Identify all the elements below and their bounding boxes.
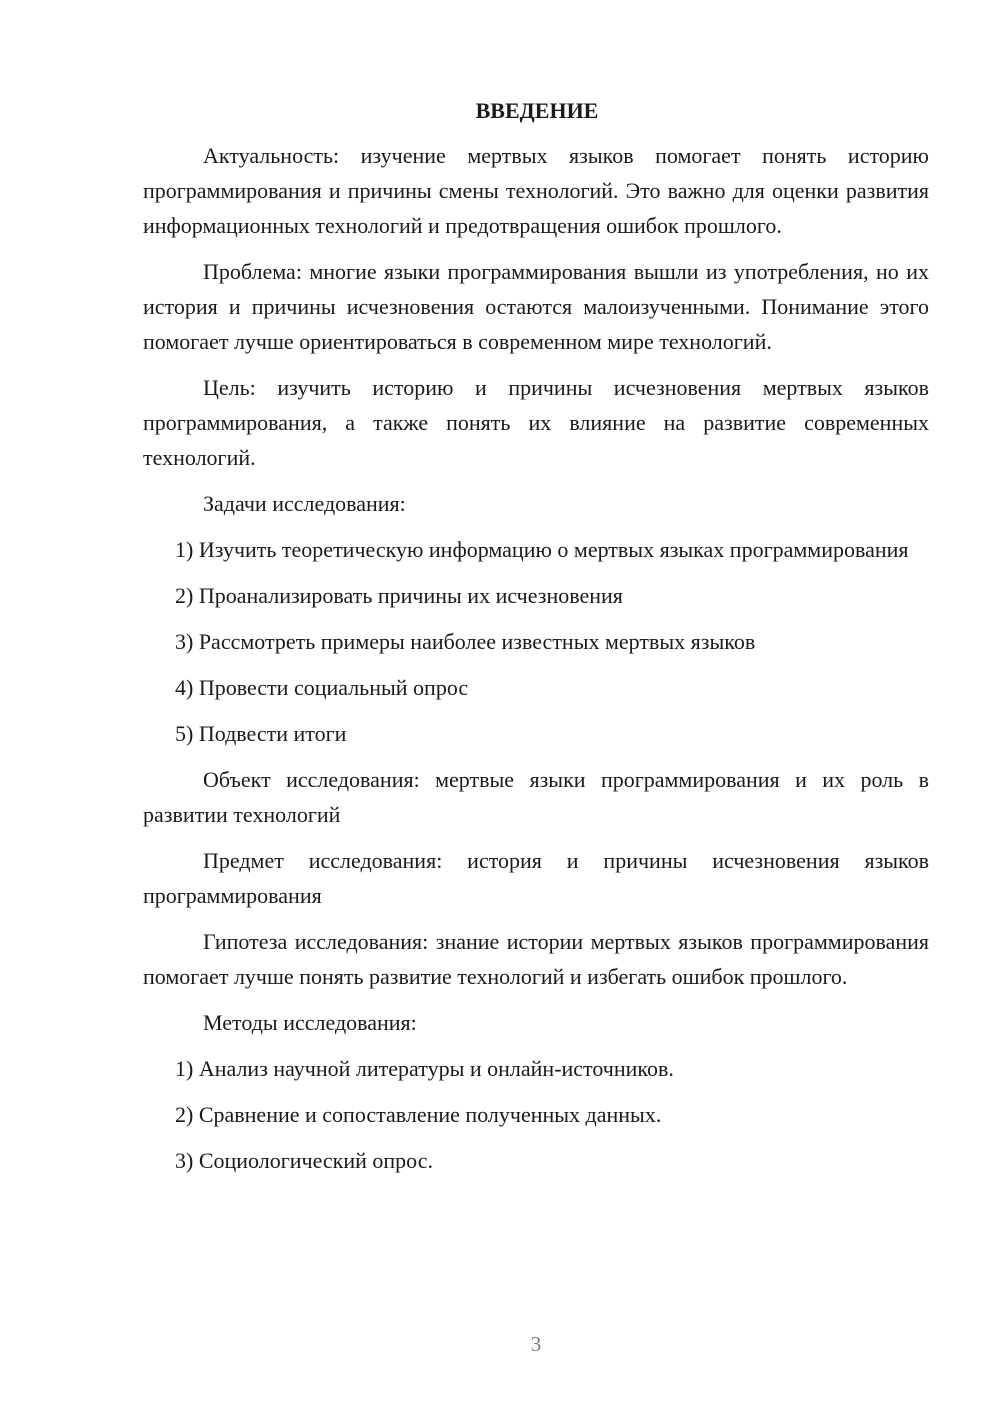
method-item: 2) Сравнение и сопоставление полученных данных. <box>175 1102 662 1127</box>
task-item: 4) Провести социальный опрос <box>175 675 469 700</box>
task-item: 5) Подвести итоги <box>175 721 347 746</box>
problem-paragraph: Проблема: многие языки программирования вышли из употребления, но их история и причины исчезновения остаются малоизученными. Понимание этого помогает лучше ориентироваться в современном мире технологий. <box>143 259 929 354</box>
method-item: 3) Социологический опрос. <box>175 1148 433 1173</box>
task-item: 2) Проанализировать причины их исчезновения <box>175 583 623 608</box>
subject-paragraph: Предмет исследования: история и причины исчезновения языков программирования <box>143 848 929 908</box>
task-item: 3) Рассмотреть примеры наиболее известных мертвых языков <box>175 629 756 654</box>
task-item: 1) Изучить теоретическую информацию о мертвых языках программирования <box>175 537 909 562</box>
methods-heading: Методы исследования: <box>203 1010 417 1035</box>
page-title: ВВЕДЕНИЕ <box>475 98 599 123</box>
tasks-heading: Задачи исследования: <box>203 491 406 516</box>
relevance-paragraph: Актуальность: изучение мертвых языков помогает понять историю программирования и причины смены технологий. Это важно для оценки развития информационных технологий и предотвращения ошибок прошлого. <box>143 143 929 238</box>
page-content <box>143 96 929 1189</box>
page-number: 3 <box>530 1332 542 1356</box>
hypothesis-paragraph: Гипотеза исследования: знание истории мертвых языков программирования помогает лучше понять развитие технологий и избегать ошибок прошлого. <box>143 929 929 989</box>
object-paragraph: Объект исследования: мертвые языки программирования и их роль в развитии технологий <box>143 767 929 827</box>
method-item: 1) Анализ научной литературы и онлайн-источников. <box>175 1056 674 1081</box>
goal-paragraph: Цель: изучить историю и причины исчезновения мертвых языков программирования, а также понять их влияние на развитие современных технологий. <box>143 375 929 470</box>
